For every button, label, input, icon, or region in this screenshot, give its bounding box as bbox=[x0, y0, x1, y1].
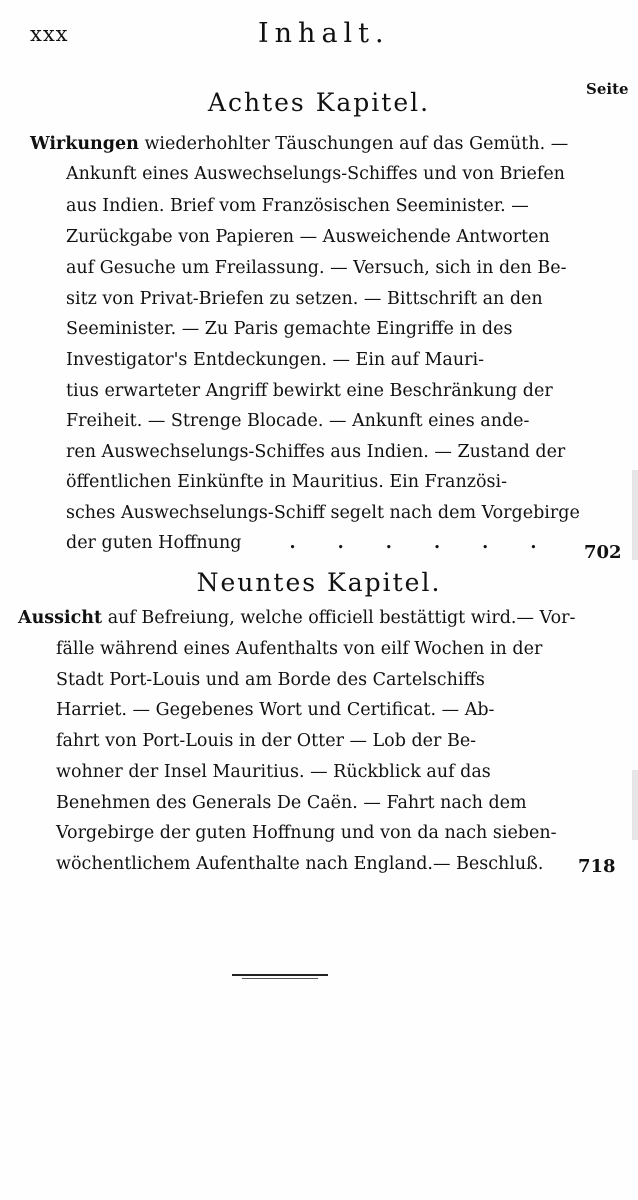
chapter-8-line-2: Ankunft eines Auswechselungs-Schiffes und von Briefen bbox=[66, 164, 565, 184]
line-text: der guten Hoffnung bbox=[66, 533, 242, 553]
chapter-9-line-4: Harriet. — Gegebenes Wort und Certificat. — Ab- bbox=[56, 700, 495, 720]
chapter-8-line-7: Seeminister. — Zu Paris gemachte Eingriffe in des bbox=[66, 319, 513, 339]
line-text: wiederhohlter Täuschungen auf das Gemüth. — bbox=[138, 134, 569, 154]
chapter-9-line-2: fälle während eines Aufenthalts von eilf Wochen in der bbox=[56, 639, 543, 659]
chapter-9-line-6: wohner der Insel Mauritius. — Rückblick auf das bbox=[56, 762, 491, 782]
chapter-9-line-3: Stadt Port-Louis und am Borde des Cartelschiffs bbox=[56, 670, 485, 690]
chapter-9-line-8: Vorgebirge der guten Hoffnung und von da nach sieben- bbox=[56, 823, 557, 843]
dot-leaders: . . . . . . bbox=[289, 533, 555, 553]
chapter-9-line-1 bbox=[18, 603, 575, 633]
end-rule-divider bbox=[232, 974, 328, 976]
chapter-8-line-3: aus Indien. Brief vom Französischen Seeminister. — bbox=[66, 196, 529, 216]
chapter-8-line-12: öffentlichen Einkünfte in Mauritius. Ein Französi- bbox=[66, 472, 507, 492]
line-text: auf Befreiung, welche officiell bestättigt wird.— Vor- bbox=[102, 608, 576, 628]
chapter-8-line-4: Zurückgabe von Papieren — Ausweichende Antworten bbox=[66, 227, 550, 247]
line-lead-word: Aussicht bbox=[18, 608, 103, 628]
chapter-8-line-10: Freiheit. — Strenge Blocade. — Ankunft eines ande- bbox=[66, 411, 530, 431]
line-lead-word: Wirkungen bbox=[30, 134, 139, 154]
chapter-9-page-number: 718 bbox=[578, 856, 616, 877]
chapter-8-line-1 bbox=[30, 129, 568, 159]
chapter-8-heading: Achtes Kapitel. bbox=[207, 88, 431, 117]
chapter-9-line-5: fahrt von Port-Louis in der Otter — Lob der Be- bbox=[56, 731, 477, 751]
seite-label: Seite bbox=[586, 80, 629, 98]
chapter-9-heading: Neuntes Kapitel. bbox=[196, 568, 442, 597]
chapter-8-line-8: Investigator's Entdeckungen. — Ein auf Mauri- bbox=[66, 350, 485, 370]
page-title: Inhalt. bbox=[258, 18, 390, 49]
page-edge-shadow bbox=[632, 470, 638, 560]
chapter-8-page-number: 702 bbox=[584, 542, 622, 563]
chapter-8-line-5: auf Gesuche um Freilassung. — Versuch, sich in den Be- bbox=[66, 258, 567, 278]
chapter-9-line-9: wöchentlichem Aufenthalte nach England.— Beschluß. bbox=[56, 854, 544, 874]
chapter-8-line-11: ren Auswechselungs-Schiffes aus Indien. — Zustand der bbox=[66, 442, 566, 462]
page-roman-numeral: xxx bbox=[30, 22, 69, 46]
chapter-8-line-13: sches Auswechselungs-Schiff segelt nach dem Vorgebirge bbox=[66, 503, 580, 523]
chapter-9-line-7: Benehmen des Generals De Caën. — Fahrt nach dem bbox=[56, 793, 527, 813]
page-edge-shadow bbox=[632, 770, 638, 840]
chapter-8-line-9: tius erwarteter Angriff bewirkt eine Beschränkung der bbox=[66, 381, 553, 401]
chapter-8-line-6: sitz von Privat-Briefen zu setzen. — Bittschrift an den bbox=[66, 289, 543, 309]
chapter-8-line-14 bbox=[66, 528, 554, 558]
